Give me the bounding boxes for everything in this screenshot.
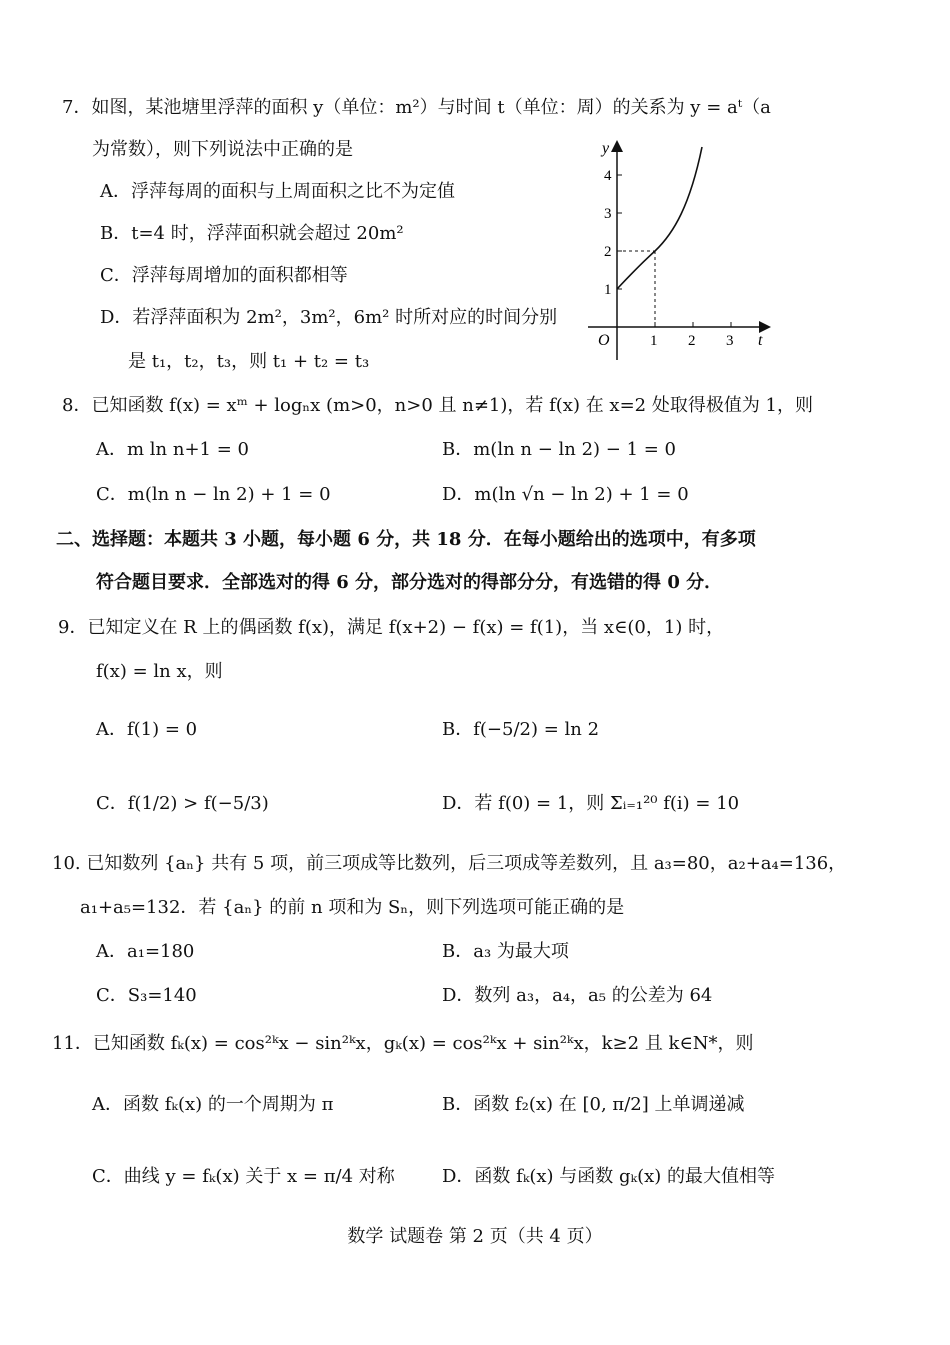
y-tick-2: 2 (604, 244, 612, 260)
q9-option-c: C．f(1/2) > f(−5/3) (96, 793, 269, 814)
q8-option-a: A．m ln n+1 = 0 (96, 439, 249, 460)
x-axis-label: t (758, 332, 763, 349)
q11-option-d: D．函数 fₖ(x) 与函数 gₖ(x) 的最大值相等 (442, 1166, 776, 1187)
x-tick-1: 1 (650, 333, 658, 349)
y-tick-4: 4 (604, 168, 612, 184)
q7-option-a: A．浮萍每周的面积与上周面积之比不为定值 (100, 181, 455, 202)
q7-option-d-line2: 是 t₁，t₂，t₃，则 t₁ + t₂ = t₃ (128, 351, 370, 372)
q11-option-c: C．曲线 y = fₖ(x) 关于 x = π/4 对称 (92, 1166, 395, 1187)
q7-option-b: B．t=4 时，浮萍面积就会超过 20m² (100, 223, 404, 244)
q7-option-c: C．浮萍每周增加的面积都相等 (100, 265, 348, 286)
q10-option-d: D．数列 a₃，a₄，a₅ 的公差为 64 (442, 985, 713, 1006)
origin-label: O (598, 332, 610, 349)
section2-line1: 二、选择题：本题共 3 小题，每小题 6 分，共 18 分．在每小题给出的选项中，有多项 (56, 529, 756, 550)
q11-stem: 11．已知函数 fₖ(x) = cos²ᵏx − sin²ᵏx，gₖ(x) = cos²ᵏx + sin²ᵏx，k≥2 且 k∈N*，则 (52, 1033, 754, 1054)
q10-option-a: A．a₁=180 (96, 941, 195, 962)
q7-graph (578, 135, 778, 365)
q11-option-b: B．函数 f₂(x) 在 [0, π/2] 上单调递减 (442, 1094, 745, 1115)
q8-stem: 8．已知函数 f(x) = xᵐ + logₙx (m>0，n>0 且 n≠1)，若 f(x) 在 x=2 处取得极值为 1，则 (62, 395, 813, 416)
y-axis-label: y (602, 140, 610, 157)
exponential-curve (617, 147, 702, 289)
q9-option-a: A．f(1) = 0 (96, 719, 198, 740)
q10-option-b: B．a₃ 为最大项 (442, 941, 569, 962)
q7-stem-line1: 7．如图，某池塘里浮萍的面积 y（单位：m²）与时间 t（单位：周）的关系为 y = aᵗ（a (62, 97, 771, 118)
y-tick-3: 3 (604, 206, 612, 222)
q10-stem-line2: a₁+a₅=132．若 {aₙ} 的前 n 项和为 Sₙ，则下列选项可能正确的是 (80, 897, 625, 918)
q7-option-d-line1: D．若浮萍面积为 2m²，3m²，6m² 时所对应的时间分别 (100, 307, 558, 328)
q9-option-d: D．若 f(0) = 1，则 Σᵢ₌₁²⁰ f(i) = 10 (442, 793, 740, 814)
q8-option-d: D．m(ln √n − ln 2) + 1 = 0 (442, 484, 689, 505)
page-footer: 数学 试题卷 第 2 页（共 4 页） (347, 1226, 603, 1247)
q10-option-c: C．S₃=140 (96, 985, 197, 1006)
q9-stem-line2: f(x) = ln x，则 (96, 661, 223, 682)
q7-stem-line2: 为常数），则下列说法中正确的是 (92, 139, 353, 160)
q9-stem: 9．已知定义在 R 上的偶函数 f(x)，满足 f(x+2) − f(x) = f(1)，当 x∈(0，1) 时， (58, 617, 725, 638)
y-tick-1: 1 (604, 282, 612, 298)
section2-line2: 符合题目要求．全部选对的得 6 分，部分选对的得部分分，有选错的得 0 分． (96, 572, 723, 593)
x-tick-3: 3 (726, 333, 734, 349)
q8-option-b: B．m(ln n − ln 2) − 1 = 0 (442, 439, 677, 460)
q8-option-c: C．m(ln n − ln 2) + 1 = 0 (96, 484, 331, 505)
q9-option-b: B．f(−5/2) = ln 2 (442, 719, 600, 740)
q10-stem: 10. 已知数列 {aₙ} 共有 5 项，前三项成等比数列，后三项成等差数列，且 a₃=80，a₂+a₄=136， (52, 853, 847, 874)
x-tick-2: 2 (688, 333, 696, 349)
q11-option-a: A．函数 fₖ(x) 的一个周期为 π (92, 1094, 334, 1115)
